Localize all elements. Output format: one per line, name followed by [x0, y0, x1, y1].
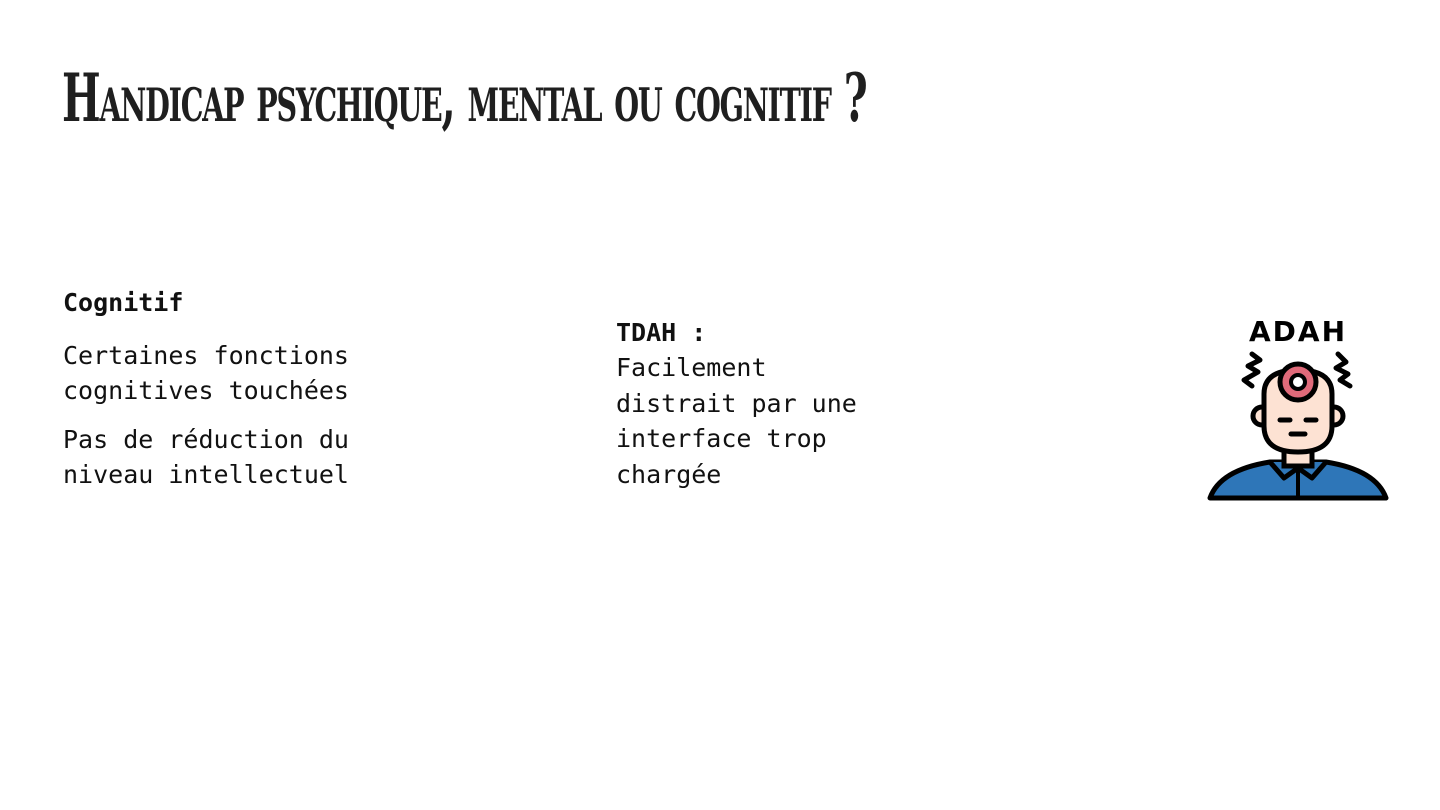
- zigzag-left-icon: [1244, 354, 1260, 386]
- adhd-illustration-svg: [1200, 310, 1396, 506]
- slide-title: Handicap psychique, mental ou cognitif ?: [62, 59, 867, 137]
- cognitive-heading: Cognitif: [63, 288, 184, 317]
- adhd-label: ADAH: [1248, 315, 1348, 348]
- tdah-heading: TDAH :: [616, 318, 707, 347]
- cognitive-column: [63, 286, 423, 506]
- tdah-column: [616, 316, 916, 492]
- adhd-person-icon: [1200, 310, 1396, 506]
- target-center-icon: [1291, 375, 1305, 389]
- zigzag-right-icon: [1336, 354, 1350, 386]
- tdah-body: Facilement distrait par une interface trop chargée: [616, 353, 857, 489]
- cognitive-paragraph-2: Pas de réduction du niveau intellectuel: [63, 425, 349, 489]
- cognitive-paragraph-1: Certaines fonctions cognitives touchées: [63, 341, 349, 405]
